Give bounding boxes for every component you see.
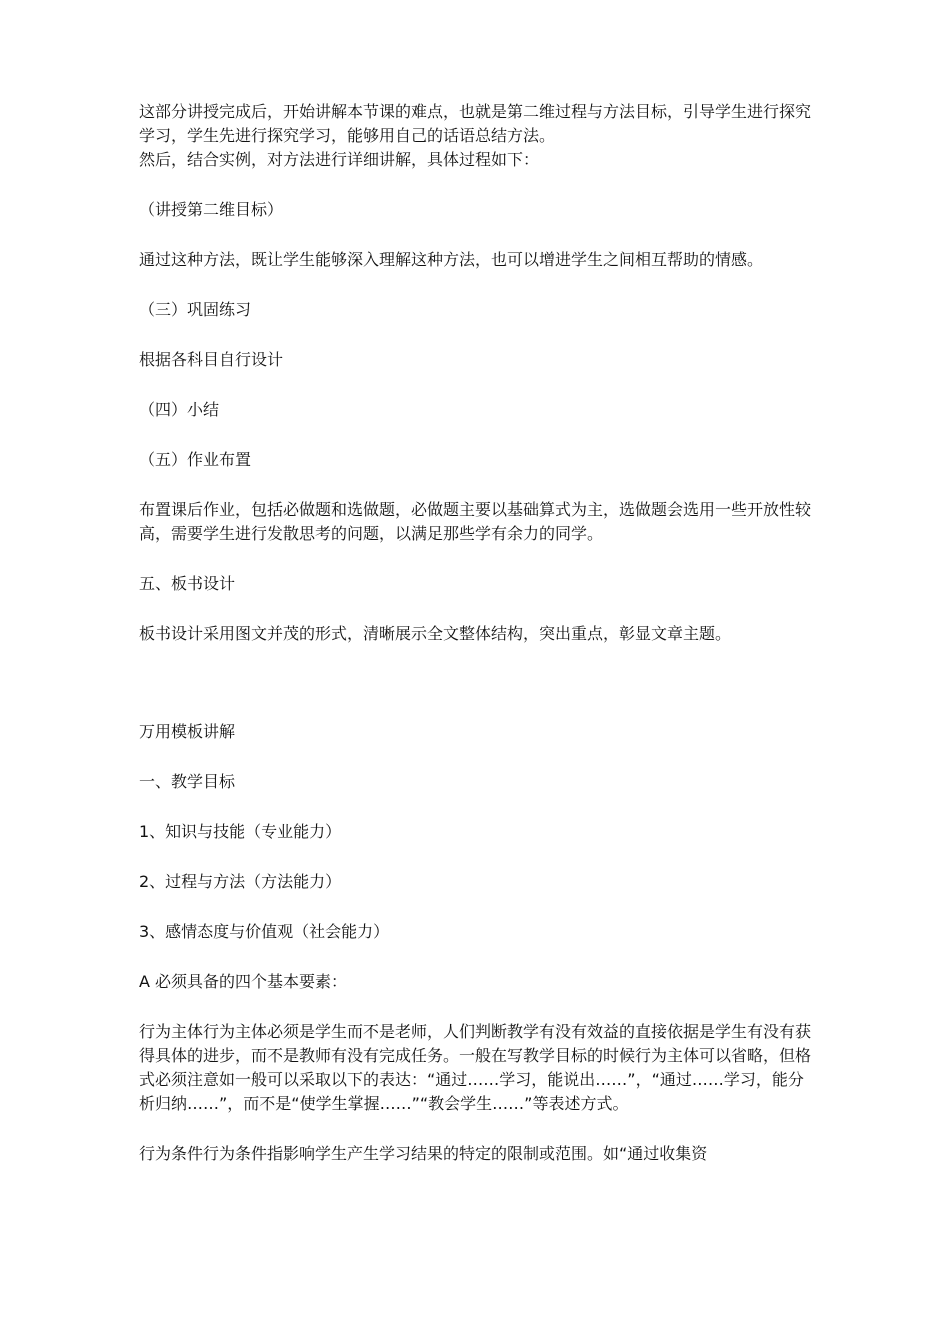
paragraph-behavior-condition: 行为条件行为条件指影响学生产生学习结果的特定的限制或范围。如“通过收集资 — [139, 1144, 708, 1163]
paragraph-homework-detail: 布置课后作业，包括必做题和选做题，必做题主要以基础算式为主，选做题会选用一些开放性较高，需要学生进行发散思考的问题，以满足那些学有余力的同学。 — [139, 500, 812, 543]
list-item-knowledge-skills: 1、知识与技能（专业能力） — [139, 822, 342, 841]
paragraph-subject-design: 根据各科目自行设计 — [139, 350, 284, 369]
heading-template-explanation: 万用模板讲解 — [139, 722, 236, 741]
list-item-emotion-values: 3、感情态度与价值观（社会能力） — [139, 922, 390, 941]
heading-four-elements: A 必须具备的四个基本要素： — [139, 972, 348, 991]
paragraph-difficulty-intro: 这部分讲授完成后，开始讲解本节课的难点，也就是第二维过程与方法目标，引导学生进行探究学习，学生先进行探究学习，能够用自己的话语总结方法。 — [139, 102, 812, 145]
heading-teaching-goals: 一、教学目标 — [139, 772, 236, 791]
paragraph-method-benefit: 通过这种方法，既让学生能够深入理解这种方法，也可以增进学生之间相互帮助的情感。 — [139, 250, 764, 269]
heading-blackboard-design: 五、板书设计 — [139, 574, 236, 593]
heading-consolidation-practice: （三）巩固练习 — [139, 300, 252, 319]
document-body — [139, 100, 815, 1166]
heading-homework: （五）作业布置 — [139, 450, 252, 469]
list-item-process-method: 2、过程与方法（方法能力） — [139, 872, 342, 891]
heading-summary: （四）小结 — [139, 400, 220, 419]
paragraph-second-dimension: （讲授第二维目标） — [139, 200, 284, 219]
paragraph-behavior-subject: 行为主体行为主体必须是学生而不是老师，人们判断教学有没有效益的直接依据是学生有没有获得具体的进步，而不是教师有没有完成任务。一般在写教学目标的时候行为主体可以省略，但格式必须注意如一般可以采取以下的表达：“通过……学习，能说出……”，“通过……学习，能分析归纳……”，而不是“使学生掌握……”“教会学生……”等表述方式。 — [139, 1022, 812, 1113]
paragraph-method-detail: 然后，结合实例，对方法进行详细讲解，具体过程如下： — [139, 150, 540, 169]
paragraph-blackboard-detail: 板书设计采用图文并茂的形式，清晰展示全文整体结构，突出重点，彰显文章主题。 — [139, 624, 732, 643]
